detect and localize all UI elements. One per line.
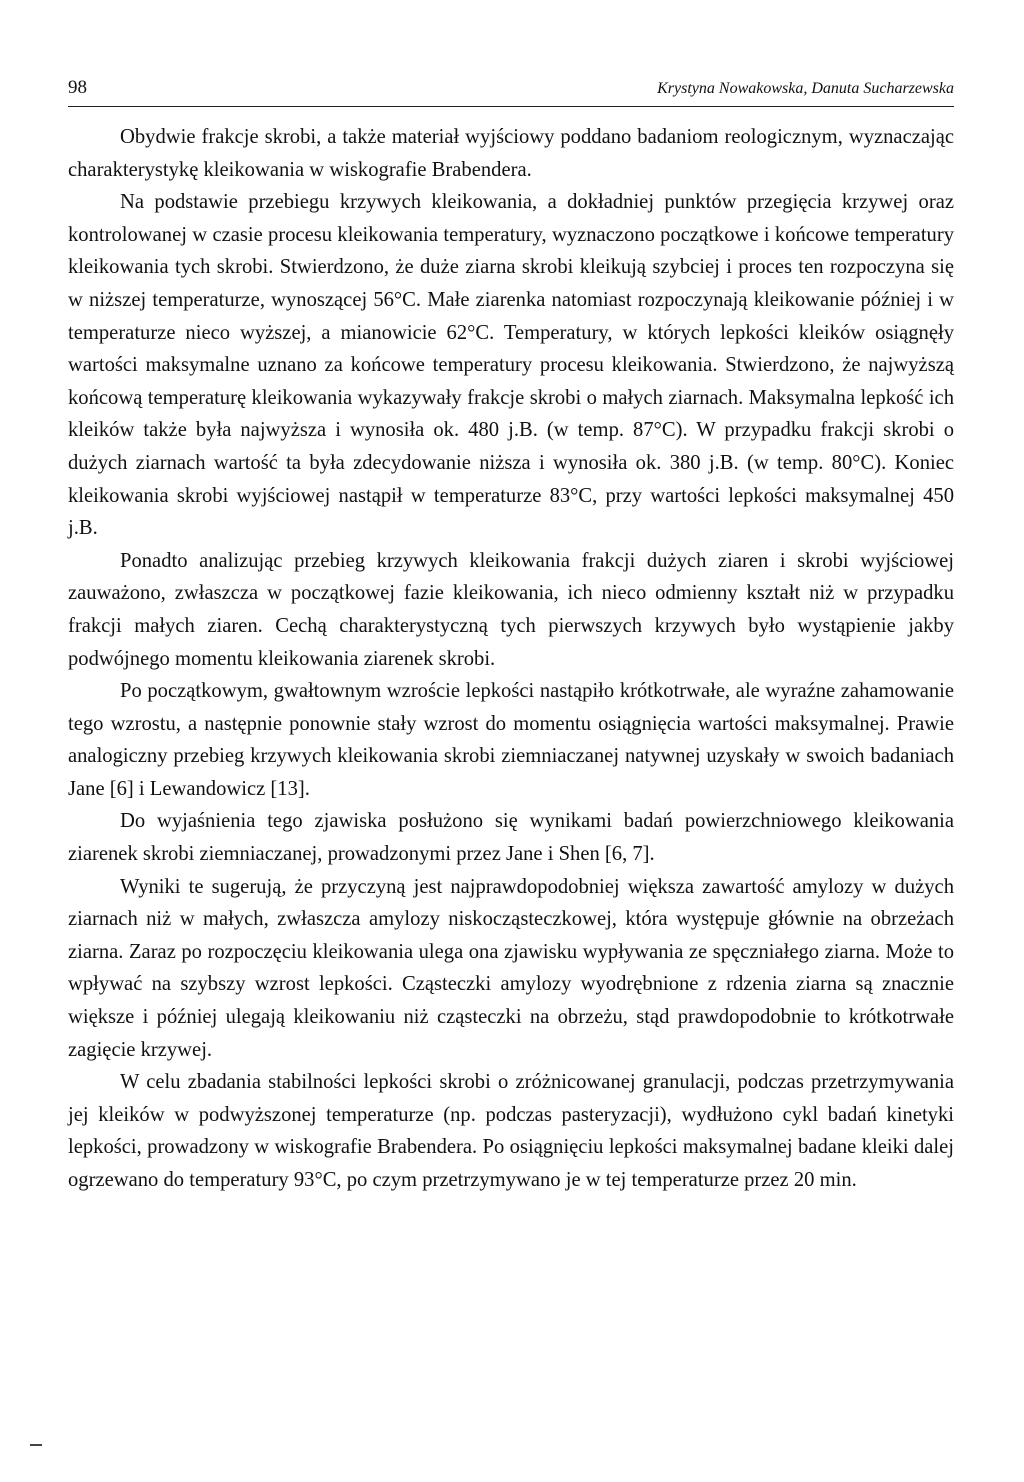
running-head [68,76,954,107]
paragraph-4: Po początkowym, gwałtownym wzroście lepkości nastąpiło krótkotrwałe, ale wyraźne zahamowanie tego wzrostu, a następnie ponownie stały wzrost do momentu osiągnięcia wartości maksymalnej. Prawie analogiczny przebieg krzywych kleikowania skrobi ziemniaczanej natywnej uzyskały w swoich badaniach Jane [6] i Lewandowicz [13]. [68,680,954,800]
paragraph-7: W celu zbadania stabilności lepkości skrobi o zróżnicowanej granulacji, podczas przetrzymywania jej kleików w podwyższonej temperaturze (np. podczas pasteryzacji), wydłużono cykl badań kinetyki lepkości, prowadzony w wiskografie Brabendera. Po osiągnięciu lepkości maksymalnej badane kleiki dalej ogrzewano do temperatury 93°C, po czym przetrzymywano je w tej temperaturze przez 20 min. [68,1071,954,1191]
paragraph-5: Do wyjaśnienia tego zjawiska posłużono się wynikami badań powierzchniowego kleikowania ziarenek skrobi ziemniaczanej, prowadzonymi przez Jane i Shen [6, 7]. [68,810,954,866]
page [68,76,954,1197]
scan-mark [30,1444,42,1446]
page-number: 98 [68,77,87,98]
paragraph-2: Na podstawie przebiegu krzywych kleikowania, a dokładniej punktów przegięcia krzywej oraz kontrolowanej w czasie procesu kleikowania temperatury, wyznaczono początkowe i końcowe temperatury kleikowania tych skrobi. Stwierdzono, że duże ziarna skrobi kleikują szybciej i proces ten rozpoczyna się w niższej temperaturze, wynoszącej 56°C. Małe ziarenka natomiast rozpoczynają kleikowanie później i w temperaturze nieco wyższej, a mianowicie 62°C. Temperatury, w których lepkości kleików osiągnęły wartości maksymalne uznano za końcowe temperatury procesu kleikowania. Stwierdzono, że najwyższą końcową temperaturę kleikowania wykazywały frakcje skrobi o małych ziarnach. Maksymalna lepkość ich kleików także była najwyższa i wynosiła ok. 480 j.B. (w temp. 87°C). W przypadku frakcji skrobi o dużych ziarnach wartość ta była zdecydowanie niższa i wynosiła ok. 380 j.B. (w temp. 80°C). Koniec kleikowania skrobi wyjściowej nastąpił w temperaturze 83°C, przy wartości lepkości maksymalnej 450 j.B. [68,191,954,540]
paragraph-6: Wyniki te sugerują, że przyczyną jest najprawdopodobniej większa zawartość amylozy w dużych ziarnach niż w małych, zwłaszcza amylozy niskocząsteczkowej, która występuje głównie na obrzeżach ziarna. Zaraz po rozpoczęciu kleikowania ulega ona zjawisku wypływania ze spęczniałego ziarna. Może to wpływać na szybszy wzrost lepkości. Cząsteczki amylozy wyodrębnione z rdzenia ziarna są znacznie większe i później ulegają kleikowaniu niż cząsteczki na obrzeżu, stąd prawdopodobnie to krótkotrwałe zagięcie krzywej. [68,875,954,1061]
paragraph-3: Ponadto analizując przebieg krzywych kleikowania frakcji dużych ziaren i skrobi wyjściowej zauważono, zwłaszcza w początkowej fazie kleikowania, ich nieco odmienny kształt niż w przypadku frakcji małych ziaren. Cechą charakterystyczną tych pierwszych krzywych było wystąpienie jakby podwójnego momentu kleikowania ziarenek skrobi. [68,549,954,670]
paragraph-1: Obydwie frakcje skrobi, a także materiał wyjściowy poddano badaniom reologicznym, wyznaczając charakterystykę kleikowania w wiskografie Brabendera. [68,126,954,181]
running-head-authors: Krystyna Nowakowska, Danuta Sucharzewska [657,80,954,97]
body-text [68,121,954,1197]
